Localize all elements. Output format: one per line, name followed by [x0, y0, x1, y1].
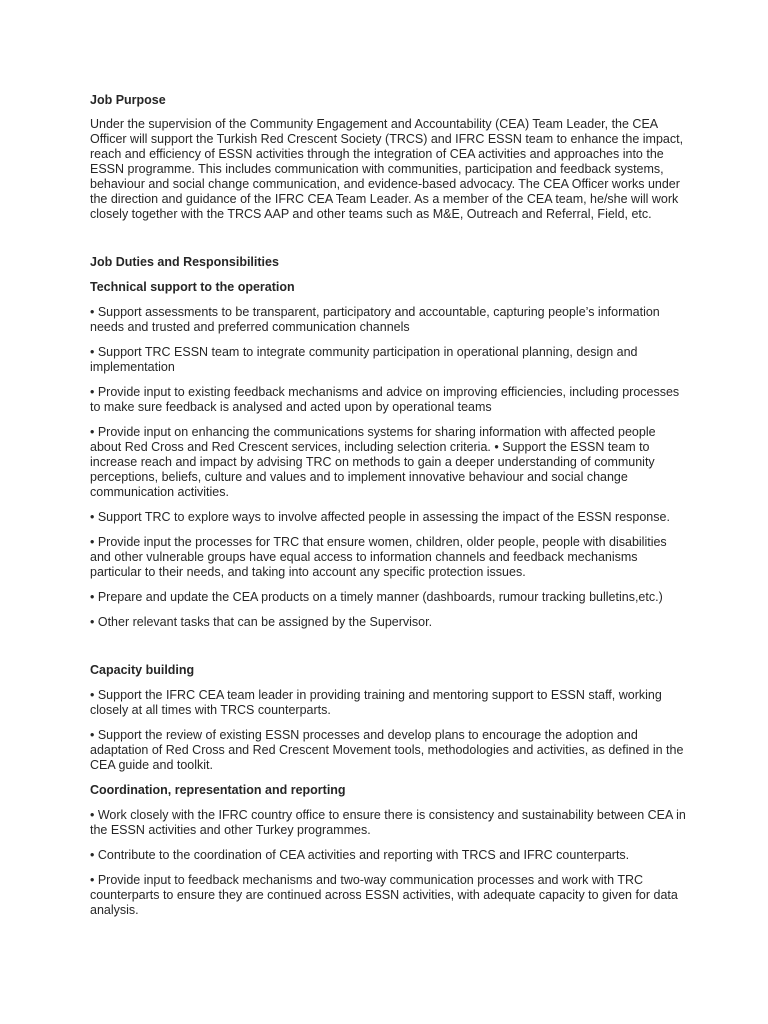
technical-bullet: • Provide input to existing feedback mechanisms and advice on improving efficiencies, including processes to make sure feedback is analysed and acted upon by operational teams [90, 385, 680, 414]
technical-bullet: • Support TRC to explore ways to involve affected people in assessing the impact of the ESSN response. [90, 510, 670, 524]
technical-bullet: • Provide input the processes for TRC that ensure women, children, older people, people with disabilities and other vulnerable groups have equal access to information channels and feedback mechanisms particular to their needs, and taking into account any specific protection issues. [90, 535, 667, 579]
capacity-heading: Capacity building [90, 663, 195, 677]
coordination-heading: Coordination, representation and reporting [90, 783, 346, 797]
technical-bullet: • Other relevant tasks that can be assigned by the Supervisor. [90, 615, 433, 629]
job-purpose-text: Under the supervision of the Community Engagement and Accountability (CEA) Team Leader, the CEA Officer will support the Turkish Red Crescent Society (TRCS) and IFRC ESSN team to enhance the impact, reach and efficiency of ESSN activities through the integration of CEA activities and approaches into the ESSN programme. This includes communication with communities, participation and feedback systems, behaviour and social change communication, and evidence-based advocacy. The CEA Officer works under the direction and guidance of the IFRC CEA Team Leader. As a member of the CEA team, he/she will work closely together with the TRCS AAP and other teams such as M&E, Outreach and Referral, Field, etc. [90, 117, 684, 221]
capacity-bullet: • Support the IFRC CEA team leader in providing training and mentoring support to ESSN staff, working closely at all times with TRCS counterparts. [90, 688, 662, 717]
coordination-bullet: • Provide input to feedback mechanisms and two-way communication processes and work with TRC counterparts to ensure they are continued across ESSN activities, with adequate capacity to given for data analysis. [90, 873, 678, 917]
technical-bullet: • Provide input on enhancing the communications systems for sharing information with affected people about Red Cross and Red Crescent services, including selection criteria. • Support the ESSN team to increase reach and impact by advising TRC on methods to gain a deeper understanding of community perceptions, beliefs, culture and values and to implement innovative behaviour and social change communication activities. [90, 425, 656, 499]
technical-bullet: • Prepare and update the CEA products on a timely manner (dashboards, rumour tracking bulletins,etc.) [90, 590, 663, 604]
capacity-bullet: • Support the review of existing ESSN processes and develop plans to encourage the adoption and adaptation of Red Cross and Red Crescent Movement tools, methodologies and activities, as defined in the CEA guide and toolkit. [90, 728, 684, 772]
duties-heading: Job Duties and Responsibilities [90, 255, 279, 269]
coordination-bullet: • Work closely with the IFRC country office to ensure there is consistency and sustainability between CEA in the ESSN activities and other Turkey programmes. [90, 808, 686, 837]
technical-bullet: • Support TRC ESSN team to integrate community participation in operational planning, design and implementation [90, 345, 638, 374]
technical-heading: Technical support to the operation [90, 280, 295, 294]
coordination-bullet: • Contribute to the coordination of CEA activities and reporting with TRCS and IFRC counterparts. [90, 848, 630, 862]
technical-bullet: • Support assessments to be transparent, participatory and accountable, capturing people’s information needs and trusted and preferred communication channels [90, 305, 660, 334]
job-purpose-heading: Job Purpose [90, 93, 166, 107]
